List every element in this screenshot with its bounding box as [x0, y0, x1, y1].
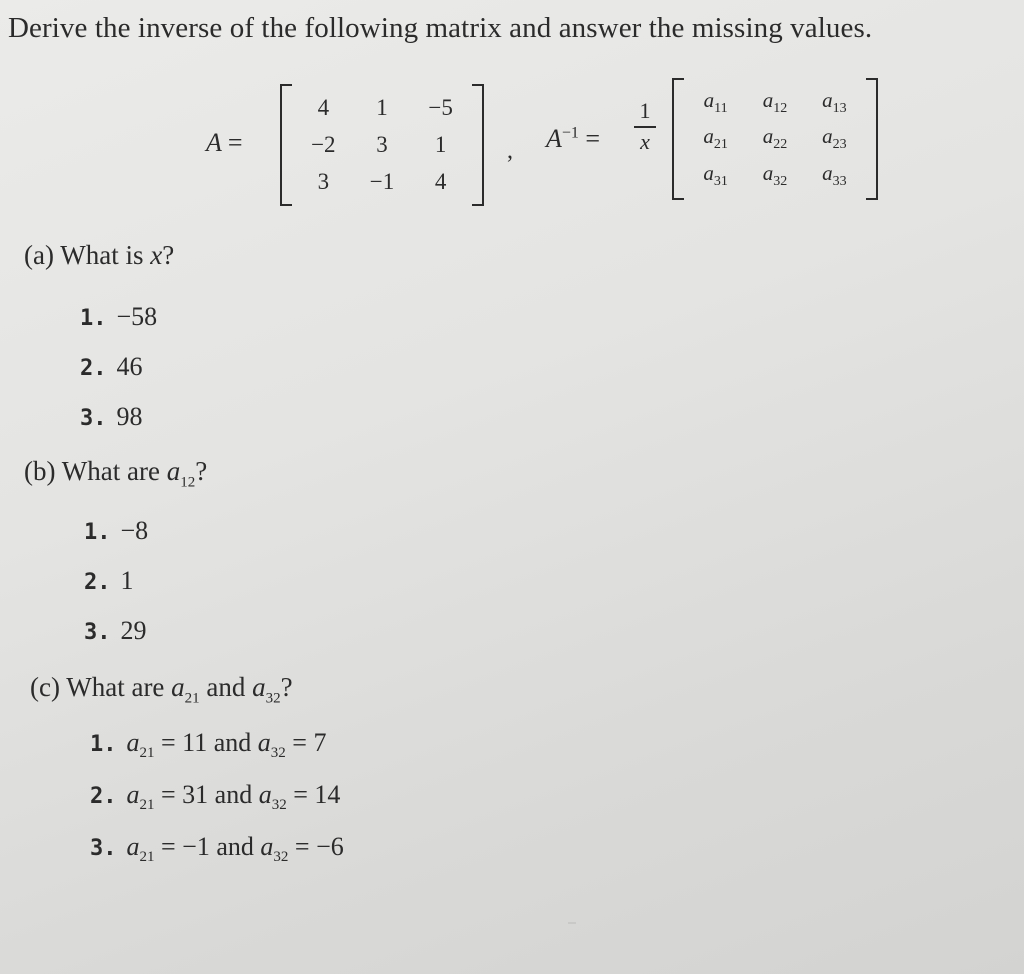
matrix-a-cell: 4	[434, 168, 447, 194]
left-bracket	[672, 78, 684, 200]
inverse-cell: $a_{11}$	[703, 87, 728, 116]
instruction-text: Derive the inverse of the following matrix and answer the missing values.	[8, 12, 873, 44]
option-b-1[interactable]: 1. −8	[84, 516, 149, 545]
option-a-1[interactable]: 1. −58	[80, 302, 158, 331]
fraction	[634, 98, 656, 154]
fraction-numerator: 1	[639, 98, 651, 123]
right-bracket	[472, 84, 484, 206]
option-c-3[interactable]: 3. $a_{21} = -1$ and $a_{32} = -6$	[90, 832, 344, 866]
inverse-cell: $a_{31}$	[703, 161, 728, 190]
matrix-a-cell: −5	[428, 95, 453, 121]
option-b-2[interactable]: 2. 1	[84, 566, 134, 595]
question-a: (a) What is x?	[24, 240, 175, 270]
inverse-cell: $a_{21}$	[703, 124, 728, 153]
inverse-cell: $a_{33}$	[822, 161, 847, 190]
paper-mark	[568, 922, 576, 924]
matrix-a-cell: 3	[376, 131, 388, 157]
matrix-a-cell: 1	[434, 131, 447, 157]
matrix-a-cell: 1	[376, 95, 388, 121]
option-c-1[interactable]: 1. $a_{21} = 11$ and $a_{32} = 7$	[90, 728, 327, 762]
matrix-a-cell: 3	[317, 168, 330, 194]
matrix-a-label: A =	[206, 128, 243, 157]
option-b-3[interactable]: 3. 29	[84, 616, 147, 645]
fraction-bar	[634, 126, 656, 128]
fraction-denominator: x	[640, 129, 650, 154]
inverse-label: $A^{-1}$ =	[546, 124, 601, 153]
option-a-2[interactable]: 2. 46	[80, 352, 143, 381]
inverse-cell: $a_{23}$	[822, 124, 847, 153]
inverse-cell: $a_{22}$	[762, 124, 788, 153]
question-c: (c) What are $a_{21}$ and $a_{32}$?	[30, 672, 293, 707]
matrix-inverse	[672, 78, 878, 200]
matrix-a-cell: −1	[369, 168, 395, 194]
question-b: (b) What are $a_{12}$?	[24, 456, 208, 491]
inverse-cell: $a_{32}$	[762, 161, 788, 190]
option-c-2[interactable]: 2. $a_{21} = 31$ and $a_{32} = 14$	[90, 780, 341, 814]
matrix-a-cell: −2	[311, 131, 336, 157]
left-bracket	[280, 84, 292, 206]
inverse-cell: $a_{13}$	[822, 87, 847, 116]
matrix-a-cell: 4	[317, 95, 330, 121]
inverse-cell: $a_{12}$	[762, 87, 788, 116]
comma-separator: ,	[507, 138, 513, 164]
option-a-3[interactable]: 3. 98	[80, 402, 143, 431]
right-bracket	[866, 78, 878, 200]
matrix-a	[280, 84, 484, 206]
